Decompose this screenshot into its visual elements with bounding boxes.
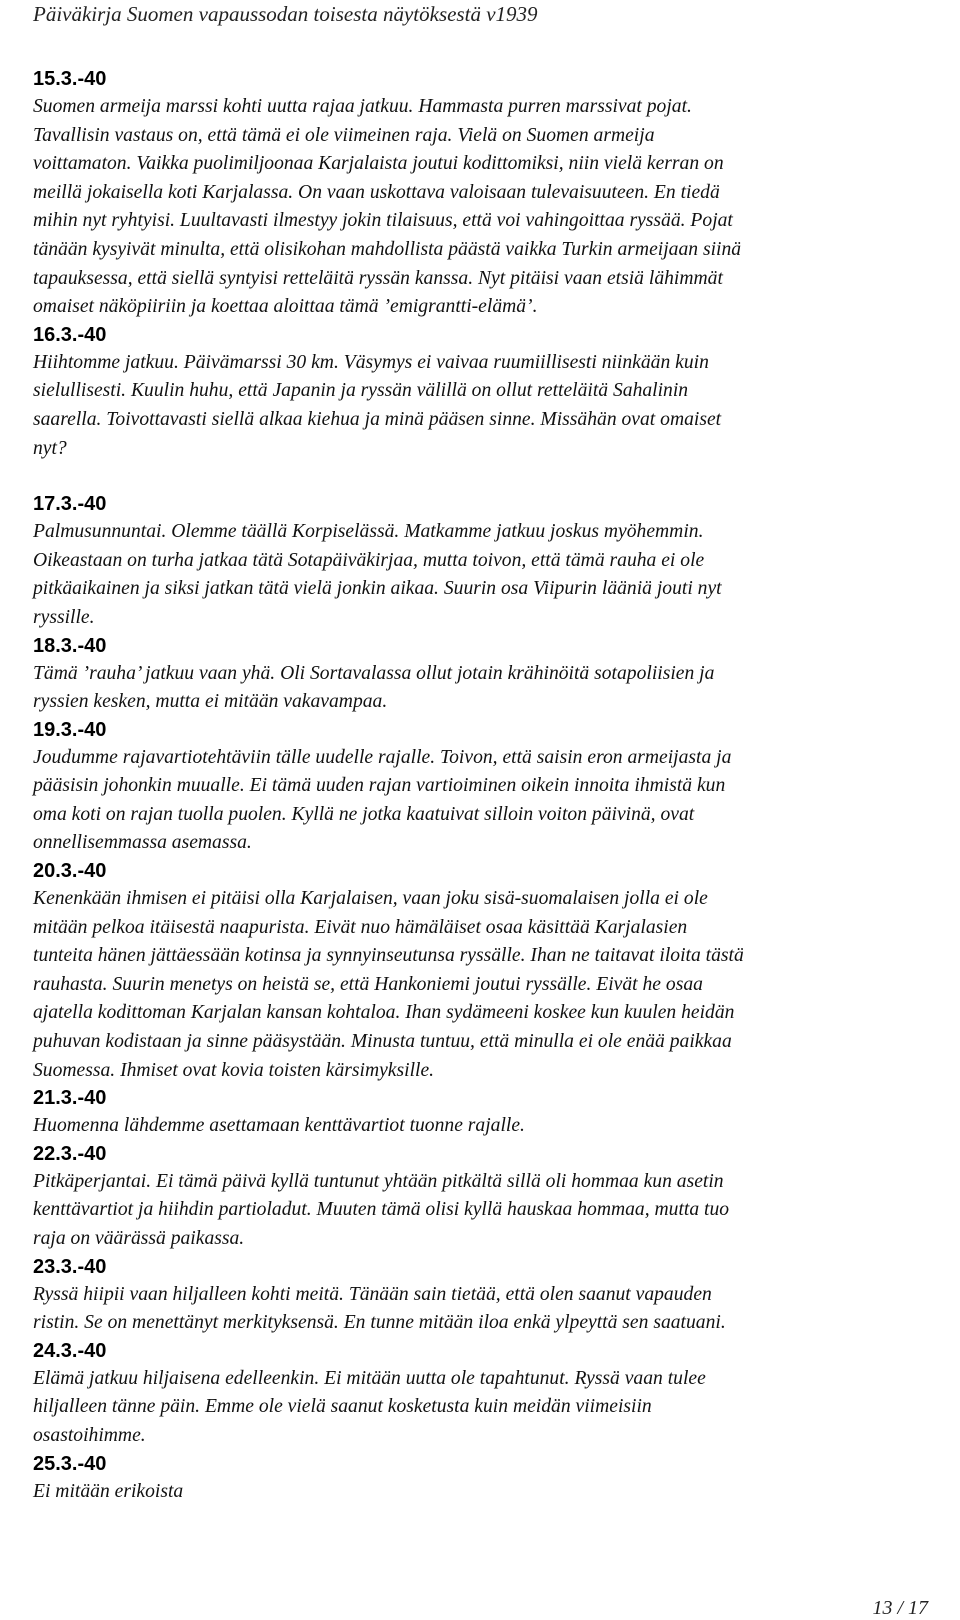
entry-text-line: Huomenna lähdemme asettamaan kenttävartiot tuonne rajalle. [33, 1115, 525, 1137]
entry-date: 21.3.-40 [33, 1087, 107, 1110]
entry-text-line: pitkäaikainen ja siksi jatkan tätä vielä jonkin aikaa. Suurin osa Viipurin lääniä jouti nyt [33, 578, 722, 600]
entry-text-line: tunteita hänen jättäessään kotinsa ja synnyinseutunsa ryssälle. Ihan ne taitavat iloita tästä [33, 945, 744, 967]
entry-text-line: Oikeastaan on turha jatkaa tätä Sotapäiväkirjaa, mutta toivon, että tämä rauha ei ole [33, 549, 705, 571]
page-number: 13 / 17 [872, 1597, 928, 1619]
entry-text-line: mitään pelkoa itäisestä naapurista. Eivät nuo hämäläiset osaa käsittää Karjalasien [33, 916, 688, 938]
entry-text-line: tapauksessa, että siellä syntyisi retteläitä ryssän kanssa. Nyt pitäisi vaan etsiä lähimmät [33, 267, 723, 289]
entry-text-line: ajatella kodittoman Karjalan kansan kohtaloa. Ihan sydämeeni koskee kun kuulen heidän [33, 1002, 735, 1024]
entry-text-line: ryssien kesken, mutta ei mitään vakavampaa. [33, 691, 388, 713]
entry-text-line: Palmusunnuntai. Olemme täällä Korpiselässä. Matkamme jatkuu joskus myöhemmin. [33, 521, 704, 543]
diary-entry [33, 66, 933, 322]
diary-entry [33, 858, 933, 1085]
diary-entry [33, 1085, 933, 1141]
entry-text-line: Ei mitään erikoista [33, 1480, 184, 1502]
entry-text-line: puhuvan kodistaan ja sinne pääsystään. Minusta tuntuu, että minulla ei ole enää paikkaa [33, 1031, 732, 1053]
entry-text-line: hiljalleen tänne päin. Emme ole vielä saanut kosketusta kuin meidän viimeisiin [33, 1396, 652, 1418]
entry-text-line: tänään kysyivät minulta, että olisikohan mahdollista päästä vaikka Turkin armeijaan siinä [33, 238, 742, 260]
entry-date: 24.3.-40 [33, 1339, 107, 1362]
entry-text-line: Suomessa. Ihmiset ovat kovia toisten kärsimyksille. [33, 1059, 435, 1081]
entry-text-line: Kenenkään ihmisen ei pitäisi olla Karjalaisen, vaan joku sisä-suomalaisen jolla ei ole [33, 888, 708, 910]
diary-body [33, 66, 933, 1506]
entry-text-line: Elämä jatkuu hiljaisena edelleenkin. Ei mitään uutta ole tapahtunut. Ryssä vaan tulee [33, 1367, 706, 1389]
diary-entry [33, 1338, 933, 1451]
entry-text-line: rauhasta. Suurin menetys on heistä se, että Hankoniemi joutui ryssälle. Eivät he osaa [33, 973, 703, 995]
entry-text-line: Tämä ’rauha’ jatkuu vaan yhä. Oli Sortavalassa ollut jotain krähinöitä sotapoliisien ja [33, 662, 715, 684]
entry-date: 19.3.-40 [33, 718, 107, 741]
entry-text-line: Ryssä hiipii vaan hiljalleen kohti meitä. Tänään sain tietää, että olen saanut vapauden [33, 1283, 712, 1305]
diary-entry [33, 1141, 933, 1254]
diary-entry [33, 1254, 933, 1338]
entry-text-line: nyt? [33, 437, 67, 459]
entry-text-line: onnellisemmassa asemassa. [33, 832, 252, 854]
entry-text-line: saarella. Toivottavasti siellä alkaa kiehua ja minä pääsen sinne. Missähän ovat omaiset [33, 408, 722, 430]
entry-text-line: ryssille. [33, 606, 95, 628]
entry-date: 16.3.-40 [33, 323, 107, 346]
entry-date: 20.3.-40 [33, 860, 107, 883]
entry-date: 22.3.-40 [33, 1142, 107, 1165]
entry-date: 23.3.-40 [33, 1255, 107, 1278]
diary-entry [33, 491, 933, 632]
entry-text-line: Hiihtomme jatkuu. Päivämarssi 30 km. Väsymys ei vaivaa ruumiillisesti niinkään kuin [33, 351, 709, 373]
entry-text-line: ristin. Se on menettänyt merkityksensä. En tunne mitään iloa enkä ylpeyttä sen saatuani. [33, 1312, 726, 1334]
entry-text-line: sielullisesti. Kuulin huhu, että Japanin ja ryssän välillä on ollut retteläitä Sahalinin [33, 380, 689, 402]
diary-entry [33, 322, 933, 463]
entry-text-line: mihin nyt ryhtyisi. Luultavasti ilmestyy jokin tilaisuus, että voi vahingoittaa ryssää. Pojat [33, 210, 733, 232]
entry-text-line: Pitkäperjantai. Ei tämä päivä kyllä tuntunut yhtään pitkältä sillä oli hommaa kun asetin [33, 1170, 724, 1192]
entry-text-line: meillä jokaisella koti Karjalassa. On vaan uskottava valoisaan tulevaisuuteen. En tiedä [33, 181, 720, 203]
entry-text-line: pääsisin johonkin muualle. Ei tämä uuden rajan vartioiminen oikein innoita ihmistä kun [33, 775, 726, 797]
diary-entry [33, 633, 933, 717]
running-header: Päiväkirja Suomen vapaussodan toisesta näytöksestä v1939 [33, 2, 538, 26]
entry-text-line: Tavallisin vastaus on, että tämä ei ole viimeinen raja. Vielä on Suomen armeija [33, 124, 655, 146]
entry-text-line: Suomen armeija marssi kohti uutta rajaa jatkuu. Hammasta purren marssivat pojat. [33, 96, 692, 117]
entry-date: 15.3.-40 [33, 68, 107, 90]
entry-date: 17.3.-40 [33, 493, 107, 516]
entry-text-line: Joudumme rajavartiotehtäviin tälle uudelle rajalle. Toivon, että saisin eron armeijasta ja [33, 746, 732, 768]
diary-entry [33, 1451, 933, 1507]
entry-text-line: kenttävartiot ja hiihdin partioladut. Muuten tämä olisi kyllä hauskaa hommaa, mutta tuo [33, 1199, 730, 1221]
entry-spacer [33, 463, 933, 491]
diary-entry [33, 717, 933, 858]
entry-text-line: raja on väärässä paikassa. [33, 1228, 245, 1249]
entry-text-line: voittamaton. Vaikka puolimiljoonaa Karjalaista joutui kodittomiksi, niin vielä kerran on [33, 153, 724, 175]
entry-text-line: osastoihimme. [33, 1424, 146, 1446]
entry-date: 18.3.-40 [33, 634, 107, 657]
entry-date: 25.3.-40 [33, 1452, 107, 1475]
entry-text-line: omaiset näköpiiriin ja koettaa aloittaa tämä ’emigrantti-elämä’. [33, 296, 538, 318]
entry-text-line: oma koti on rajan tuolla puolen. Kyllä ne jotka kaatuivat silloin voiton päivinä, ovat [33, 803, 695, 825]
